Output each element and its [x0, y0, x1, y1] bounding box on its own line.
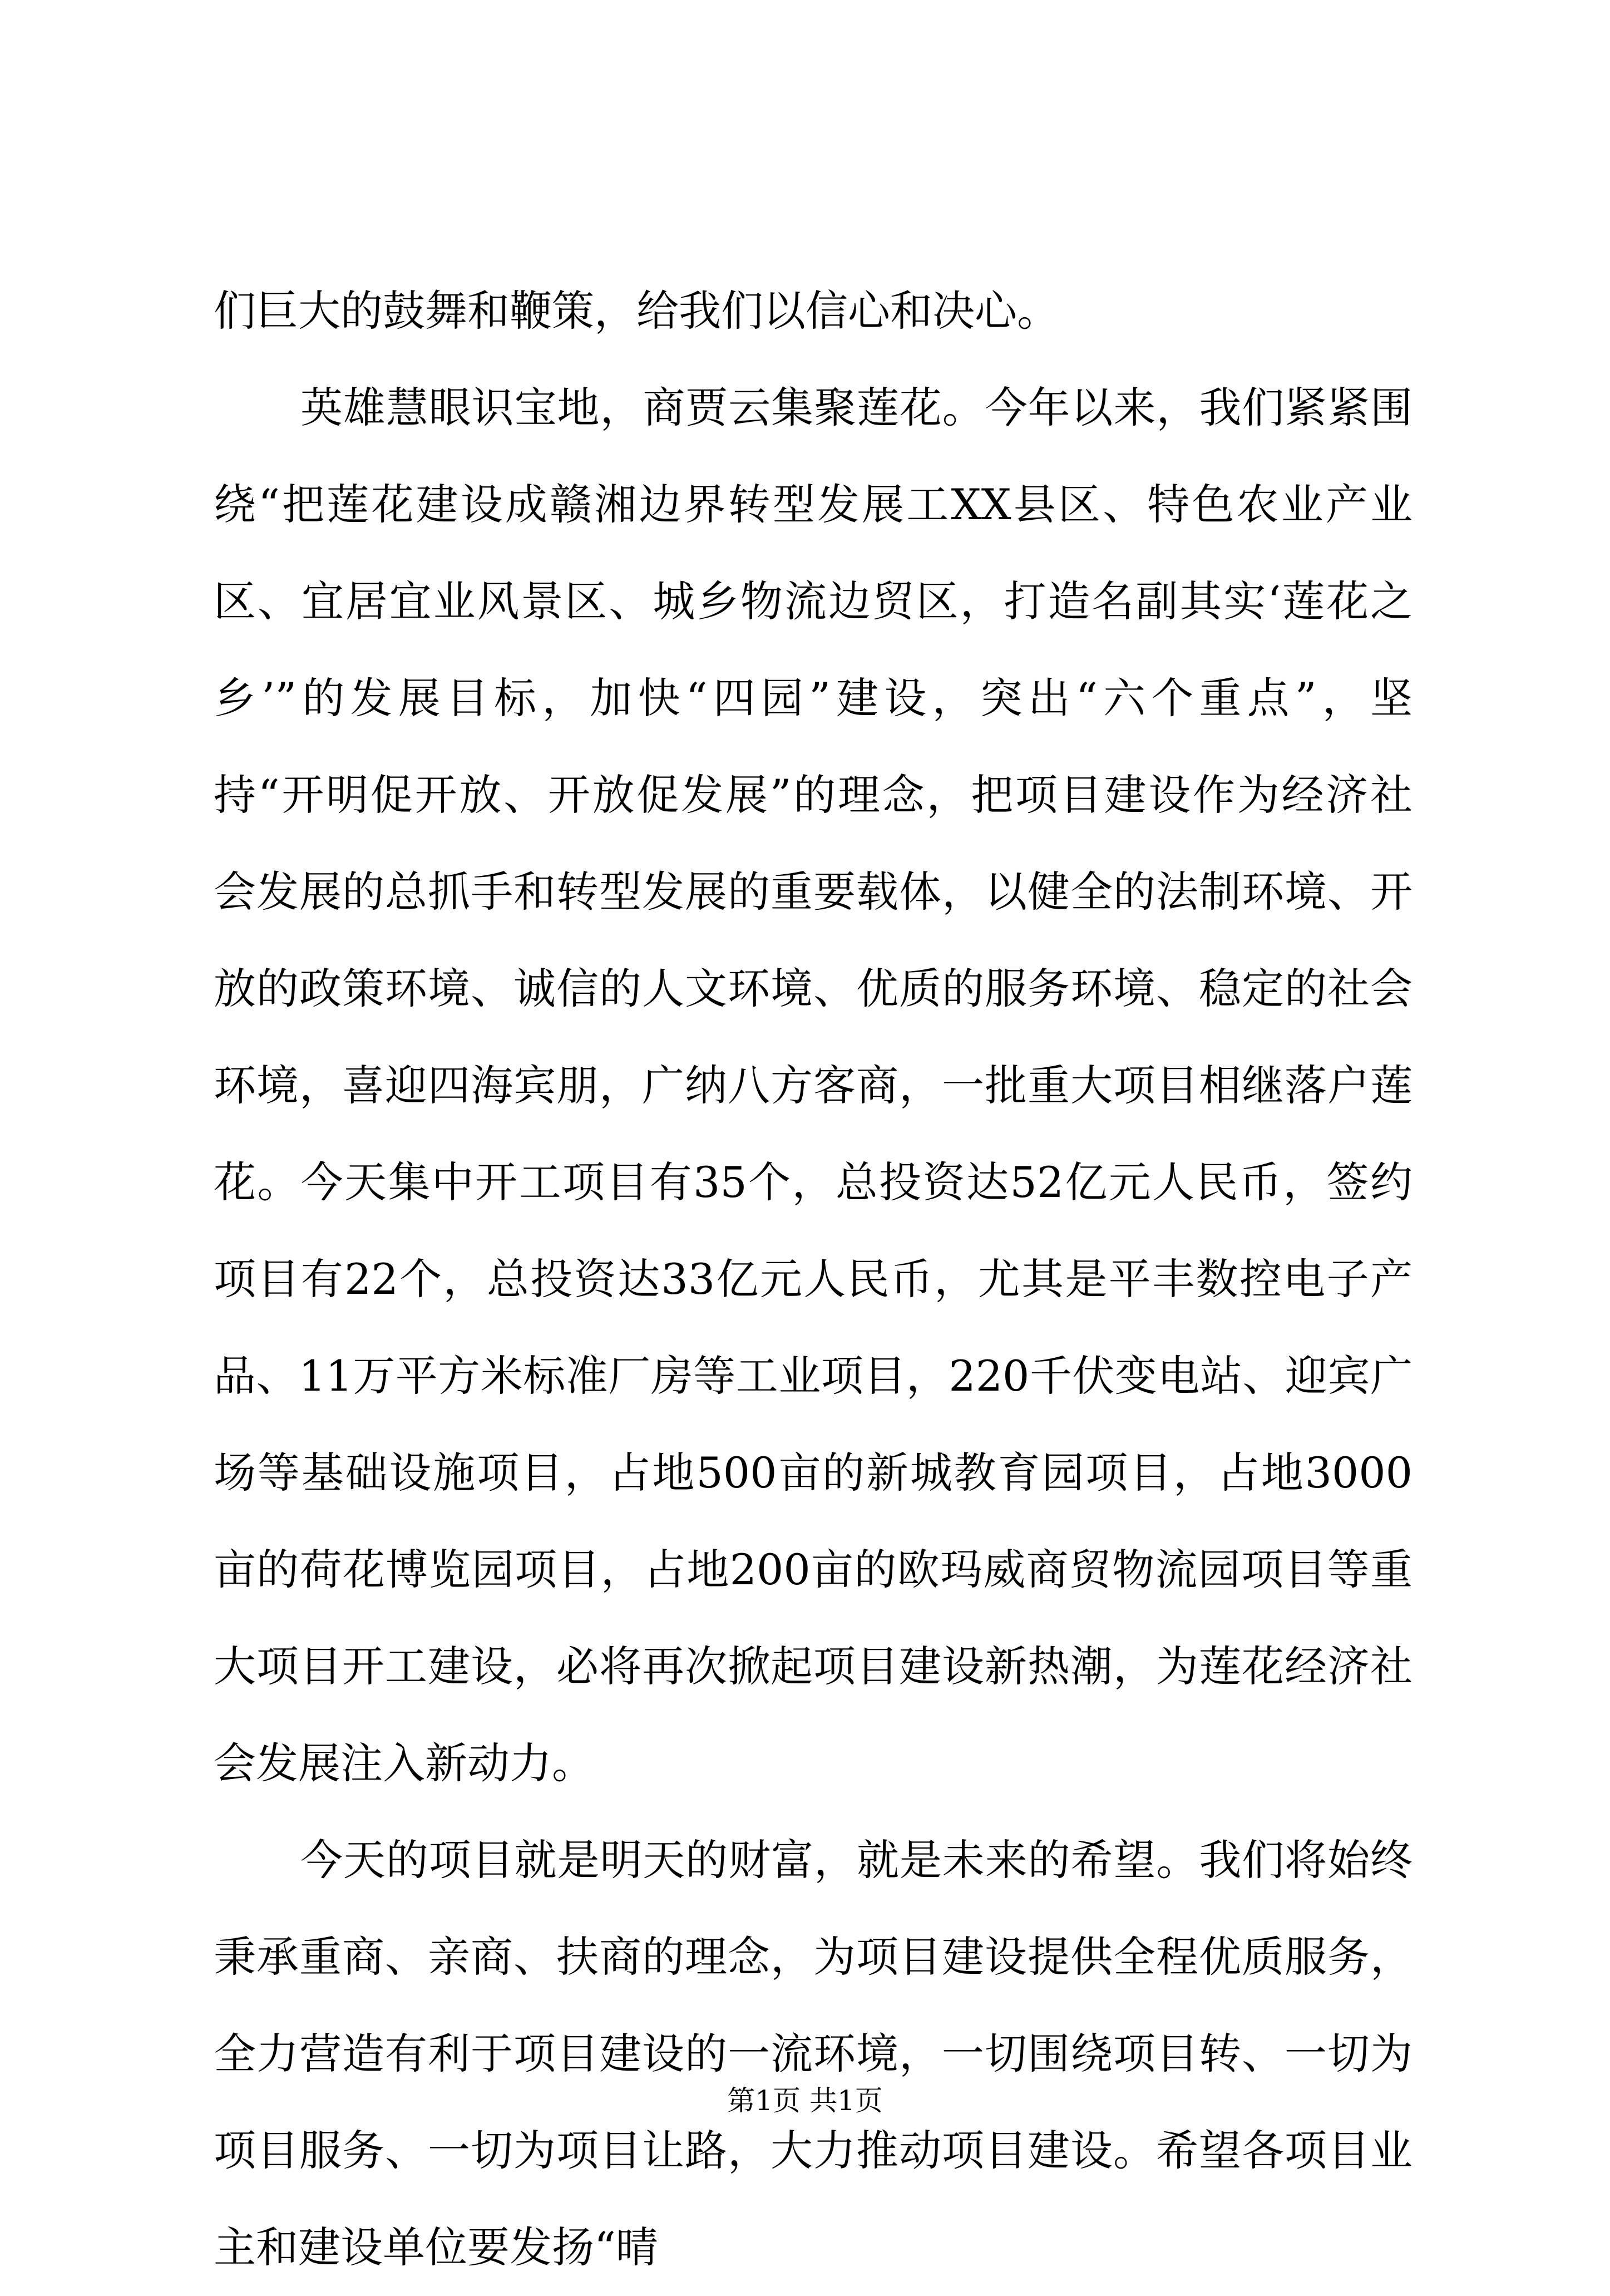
- text-line: 区、宜居宜业风景区、城乡物流边贸区，打造名副其实‘莲花之: [214, 577, 1413, 626]
- text-line: 会发展的总抓手和转型发展的重要载体，以健全的法制环境、开: [214, 867, 1413, 917]
- text-line: 花。今天集中开工项目有35个，总投资达52亿元人民币，签约: [214, 1157, 1413, 1207]
- text-line: 乡’”的发展目标，加快“四园”建设，突出“六个重点”，坚: [214, 673, 1413, 723]
- text-line: 们巨大的鼓舞和鞭策，给我们以信心和决心。: [214, 286, 1059, 336]
- text-line: 亩的荷花博览园项目，占地200亩的欧玛威商贸物流园项目等重: [214, 1545, 1413, 1594]
- document-body: [214, 263, 1413, 2296]
- text-line: 秉承重商、亲商、扶商的理念，为项目建设提供全程优质服务，: [214, 1932, 1413, 1982]
- page-number-label: 第1页 共1页: [727, 2085, 883, 2117]
- text-line: 会发展注入新动力。: [214, 1738, 594, 1788]
- text-line: 全力营造有利于项目建设的一流环境，一切围绕项目转、一切为: [214, 2029, 1413, 2078]
- text-line: 项目服务、一切为项目让路，大力推动项目建设。希望各项目业: [214, 2126, 1413, 2175]
- text-line: 主和建设单位要发扬“晴: [214, 2223, 658, 2272]
- text-line: 绕“把莲花建设成赣湘边界转型发展工XX县区、特色农业产业: [214, 480, 1413, 529]
- text-line: 大项目开工建设，必将再次掀起项目建设新热潮，为莲花经济社: [214, 1642, 1413, 1691]
- text-line: 项目有22个，总投资达33亿元人民币，尤其是平丰数控电子产: [214, 1254, 1413, 1304]
- text-line: 今天的项目就是明天的财富，就是未来的希望。我们将始终: [300, 1835, 1413, 1885]
- text-line: 品、11万平方米标准厂房等工业项目，220千伏变电站、迎宾广: [214, 1351, 1413, 1401]
- text-line: 环境，喜迎四海宾朋，广纳八方客商，一批重大项目相继落户莲: [214, 1061, 1413, 1110]
- text-line: 英雄慧眼识宝地，商贾云集聚莲花。今年以来，我们紧紧围: [300, 383, 1413, 432]
- page-footer: [0, 2081, 1610, 2120]
- text-line: 持“开明促开放、开放促发展”的理念，把项目建设作为经济社: [214, 770, 1413, 820]
- text-line: 场等基础设施项目，占地500亩的新城教育园项目，占地3000: [214, 1448, 1413, 1497]
- text-line: 放的政策环境、诚信的人文环境、优质的服务环境、稳定的社会: [214, 964, 1413, 1013]
